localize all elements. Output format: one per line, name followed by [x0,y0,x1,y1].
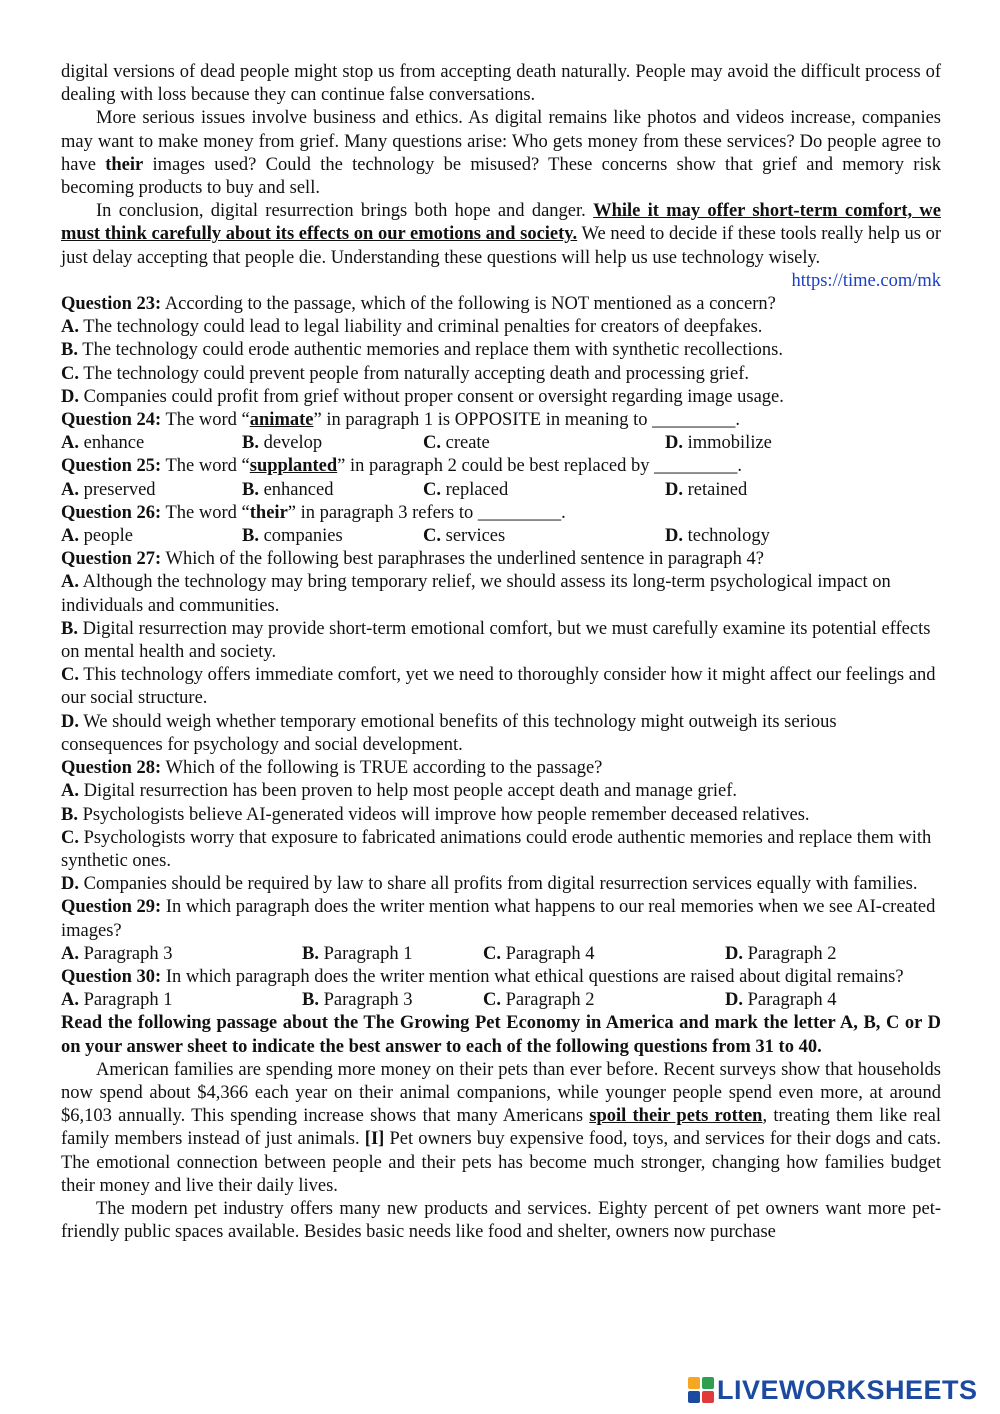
option-27-d[interactable]: D. We should weigh whether temporary emotional benefits of this technology might outweigh its serious consequences for psychology and social development. [61,711,837,755]
passage-paragraph-3: More serious issues involve business and ethics. As digital remains like photos and videos increase, companies may want to make money from grief. Many questions arise: Who gets money from these services? Do people agree to have their images used? Could the technology be misused? These concerns show that grief and memory risk becoming products to buy and sell. [61,108,941,199]
option-27-c[interactable]: C. This technology offers immediate comfort, yet we need to thoroughly consider how it might affect our feelings and our social structure. [61,665,936,709]
passage-paragraph-4: In conclusion, digital resurrection brings both hope and danger. While it may offer short-term comfort, we must think carefully about its effects on our emotions and society. We need to decide if these tools really help us or just delay accepting that people die. Understanding these questions will help us use technology wisely. [61,201,941,268]
question-25: Question 25: The word “supplanted” in paragraph 2 could be best replaced by _________. [61,456,742,477]
option-26-b[interactable]: B. companies [242,526,343,547]
question-30: Question 30: In which paragraph does the writer mention what ethical questions are raised about digital remains? [61,966,904,987]
option-25-c[interactable]: C. replaced [423,479,509,500]
option-28-a[interactable]: A. Digital resurrection has been proven to help most people accept death and manage grief. [61,781,738,802]
option-24-c[interactable]: C. create [423,433,490,454]
question-28: Question 28: Which of the following is TRUE according to the passage? [61,758,603,779]
option-30-d[interactable]: D. Paragraph 4 [725,990,837,1011]
option-24-b[interactable]: B. develop [242,433,323,454]
logo-square [688,1391,700,1403]
option-27-b[interactable]: B. Digital resurrection may provide short-term emotional comfort, but we must carefully examine its potential effects on mental health and society. [61,618,931,663]
options-24 [61,432,941,455]
option-29-b[interactable]: B. Paragraph 1 [302,943,413,964]
option-24-d[interactable]: D. immobilize [665,433,772,454]
options-30 [61,989,941,1012]
option-23-a[interactable]: A. The technology could lead to legal liability and criminal penalties for creators of deepfakes. [61,317,763,338]
passage-2-paragraph-2: The modern pet industry offers many new products and services. Eighty percent of pet owners want more pet-friendly public spaces available. Besides basic needs like food and shelter, owners now purchase [61,1198,941,1243]
liveworksheets-logo[interactable] [688,1374,978,1406]
logo-mark-icon [688,1377,714,1403]
option-26-c[interactable]: C. services [423,526,506,547]
option-23-d[interactable]: D. Companies could profit from grief without proper consent or oversight regarding image usage. [61,386,784,407]
option-23-b[interactable]: B. The technology could erode authentic memories and replace them with synthetic recollections. [61,340,783,361]
option-26-a[interactable]: A. people [61,526,133,547]
question-27: Question 27: Which of the following best paraphrases the underlined sentence in paragraph 4? [61,549,764,570]
question-29: Question 29: In which paragraph does the writer mention what happens to our real memories when we see AI-created images? [61,897,936,941]
logo-text: LIVEWORKSHEETS [717,1374,978,1405]
question-26: Question 26: The word “their” in paragraph 3 refers to _________. [61,502,566,523]
options-25 [61,479,941,502]
question-23: Question 23: According to the passage, which of the following is NOT mentioned as a concern? [61,294,776,315]
option-29-a[interactable]: A. Paragraph 3 [61,943,173,964]
passage-2-paragraph-1: American families are spending more money on their pets than ever before. Recent surveys show that households now spend about $4,366 each year on their animal companions, while younger people spend even more, at around $6,103 annually. This spending increase shows that many Americans spoil their pets rotten, treating them like real family members instead of just animals. [I] Pet owners buy expensive food, toys, and services for their dogs and cats. The emotional connection between people and their pets has become much stronger, changing how families budget their money and live their daily lives. [61,1059,942,1196]
passage-2-instructions: Read the following passage about the The Growing Pet Economy in America and mark the letter A, B, C or D on your answer sheet to indicate the best answer to each of the following questions from 31 to 40. [61,1013,941,1057]
option-25-d[interactable]: D. retained [665,479,748,500]
logo-square [702,1391,714,1403]
option-25-b[interactable]: B. enhanced [242,479,334,500]
option-27-a[interactable]: A. Although the technology may bring temporary relief, we should assess its long-term psychological impact on individuals and communities. [61,572,891,616]
referent-word-their: their [105,154,144,175]
logo-square [688,1377,700,1389]
option-30-a[interactable]: A. Paragraph 1 [61,990,173,1011]
options-29 [61,943,941,966]
option-28-c[interactable]: C. Psychologists worry that exposure to fabricated animations could erode authentic memories and replace them with synthetic ones. [61,827,932,871]
options-26 [61,525,941,548]
option-25-a[interactable]: A. preserved [61,479,156,500]
underlined-phrase: spoil their pets rotten [589,1106,763,1127]
option-30-c[interactable]: C. Paragraph 2 [483,990,595,1011]
worksheet-page [61,61,941,1244]
option-28-d[interactable]: D. Companies should be required by law to share all profits from digital resurrection services equally with families. [61,874,918,895]
option-30-b[interactable]: B. Paragraph 3 [302,990,413,1011]
option-26-d[interactable]: D. technology [665,526,770,547]
option-29-d[interactable]: D. Paragraph 2 [725,943,837,964]
question-24: Question 24: The word “animate” in paragraph 1 is OPPOSITE in meaning to _________. [61,410,740,431]
logo-square [702,1377,714,1389]
insertion-marker: [I] [364,1129,385,1150]
option-28-b[interactable]: B. Psychologists believe AI-generated videos will improve how people remember deceased relatives. [61,804,810,825]
option-24-a[interactable]: A. enhance [61,433,145,454]
underlined-sentence: While it may offer short-term comfort, we must think carefully about its effects on our emotions and society. [61,201,941,245]
source-link[interactable]: https://time.com/mk [791,270,941,291]
option-29-c[interactable]: C. Paragraph 4 [483,943,595,964]
passage-paragraph-continuation: digital versions of dead people might stop us from accepting death naturally. People may avoid the difficult process of dealing with loss because they can continue false conversations. [61,62,941,106]
option-23-c[interactable]: C. The technology could prevent people from naturally accepting death and processing grief. [61,363,750,384]
